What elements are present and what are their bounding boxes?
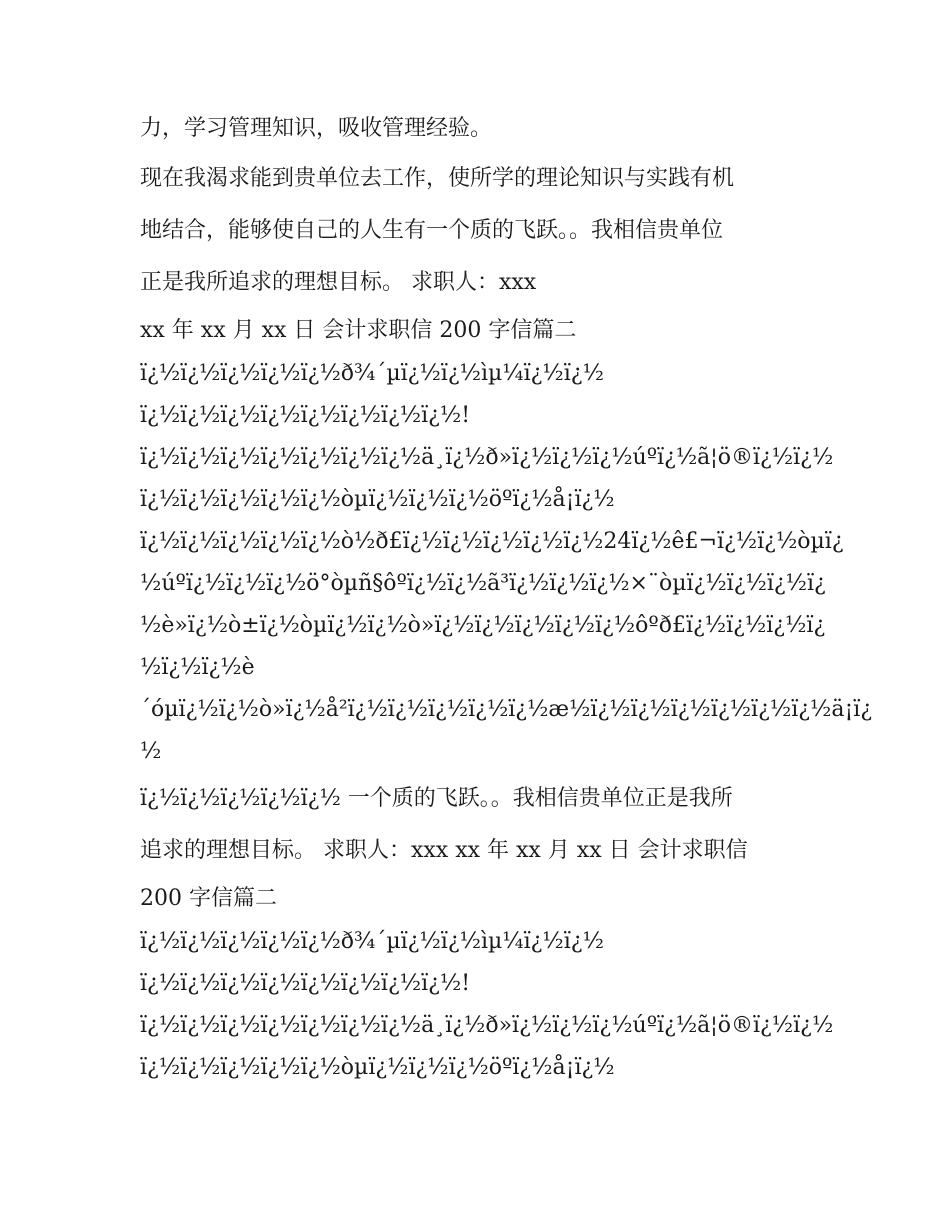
- text-line: ½ï¿½ï¿½è: [140, 655, 255, 680]
- text-line: ï¿½ï¿½ï¿½ï¿½ï¿½ï¿½ï¿½ï¿½!: [140, 403, 471, 428]
- text-line: 200 字信篇二: [140, 886, 277, 911]
- text-line: ½úºï¿½ï¿½ï¿½ö°òµñ§ôºï¿½ï¿½ã³ï¿½ï¿½ï¿½×¨òµï¿½ï¿½ï¿½ï¿: [140, 571, 826, 596]
- text-line: ï¿½ï¿½ï¿½ï¿½ï¿½ï¿½ï¿½ä¸ï¿½ð»ï¿½ï¿½ï¿½úºï¿½ã¦ö®ï¿½ï¿½: [140, 445, 834, 470]
- text-line: 力，学习管理知识，吸收管理经验。: [140, 116, 493, 141]
- document-body: [140, 105, 873, 1089]
- text-line: ½: [140, 739, 162, 764]
- text-line: ï¿½ï¿½ï¿½ï¿½ï¿½ð¾´µï¿½ï¿½ìµ¼ï¿½ï¿½: [140, 929, 604, 954]
- text-line: ï¿½ï¿½ï¿½ï¿½ï¿½òµï¿½ï¿½ï¿½öºï¿½å¡ï¿½: [140, 1055, 615, 1080]
- text-line: 正是我所追求的理想目标。 求职人：xxx: [140, 270, 537, 295]
- text-line: ï¿½ï¿½ï¿½ï¿½ï¿½ 一个质的飞跃。。我相信贵单位正是我所: [140, 786, 733, 811]
- text-line: ½è»ï¿½ò±ï¿½òµï¿½ï¿½ò»ï¿½ï¿½ï¿½ï¿½ï¿½ôºð£ï¿½ï¿½ï¿½ï¿: [140, 613, 826, 638]
- text-line: ï¿½ï¿½ï¿½ï¿½ï¿½ï¿½ï¿½ä¸ï¿½ð»ï¿½ï¿½ï¿½úºï¿½ã¦ö®ï¿½ï¿½: [140, 1013, 834, 1038]
- text-line: 地结合，能够使自己的人生有一个质的飞跃。。我相信贵单位: [140, 218, 724, 243]
- text-line: 追求的理想目标。 求职人：xxx xx 年 xx 月 xx 日 会计求职信: [140, 838, 748, 863]
- text-line: ï¿½ï¿½ï¿½ï¿½ï¿½ò½ð£ï¿½ï¿½ï¿½ï¿½ï¿½24ï¿½ê£¬ï¿½ï¿½òµï¿: [140, 529, 844, 554]
- text-line: xx 年 xx 月 xx 日 会计求职信 200 字信篇二: [140, 318, 577, 343]
- text-line: ï¿½ï¿½ï¿½ï¿½ï¿½ð¾´µï¿½ï¿½ìµ¼ï¿½ï¿½: [140, 361, 604, 386]
- text-line: ï¿½ï¿½ï¿½ï¿½ï¿½òµï¿½ï¿½ï¿½öºï¿½å¡ï¿½: [140, 487, 615, 512]
- text-line: ´óµï¿½ï¿½ò»ï¿½å²ï¿½ï¿½ï¿½ï¿½ï¿½æ½ï¿½ï¿½ï¿½ï¿½ï¿½ï¿½ä¡ï¿: [140, 697, 873, 722]
- text-line: 现在我渴求能到贵单位去工作，使所学的理论知识与实践有机: [140, 166, 735, 191]
- text-line: ï¿½ï¿½ï¿½ï¿½ï¿½ï¿½ï¿½ï¿½!: [140, 971, 471, 996]
